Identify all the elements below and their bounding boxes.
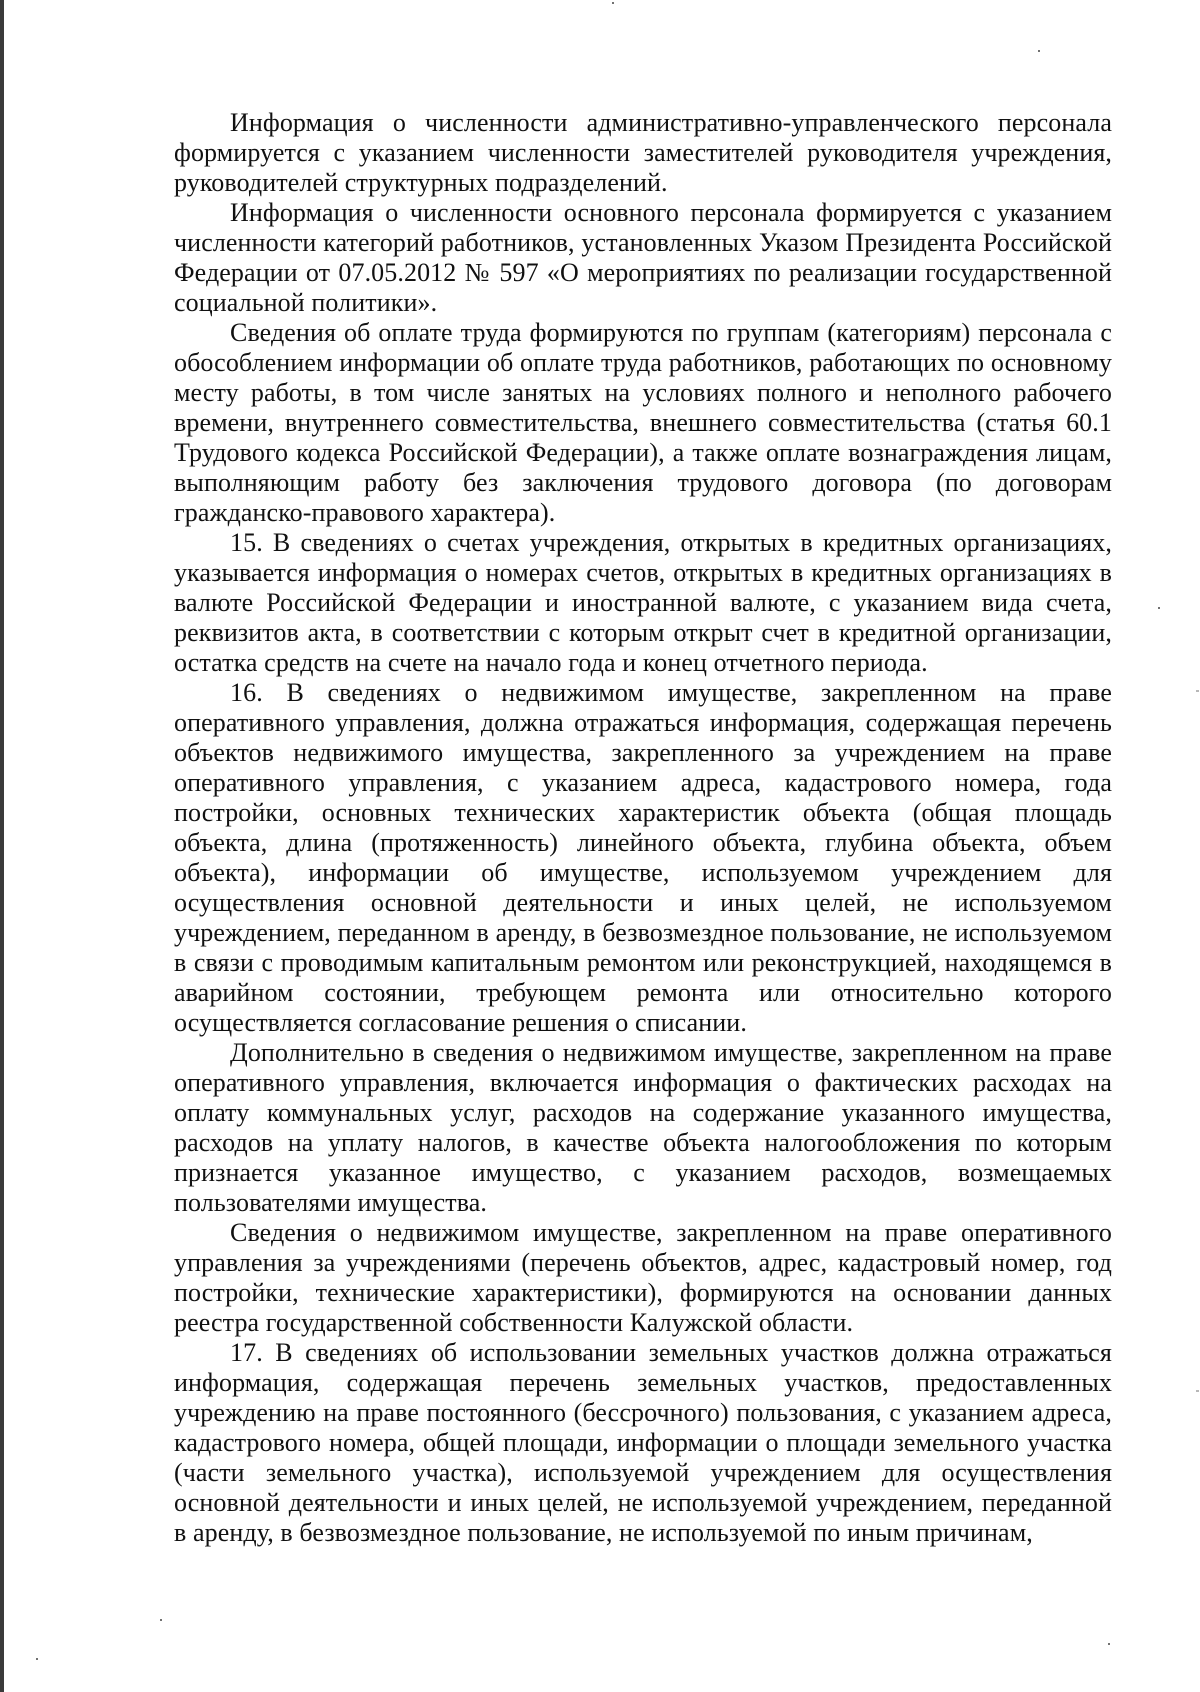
scan-edge-right xyxy=(1196,0,1199,1692)
document-body xyxy=(174,108,1112,1548)
paragraph-payroll: Сведения об оплате труда формируются по группам (категориям) персонала с обособлением информации об оплате труда работников, работающих по основному месту работы, в том числе занятых на условиях полного и неполного рабочего времени, внутреннего совместительства, внешнего совместительства (статья 60.1 Трудового кодекса Российской Федерации), а также оплате вознаграждения лицам, выполняющим работу без заключения трудового договора (по договорам гражданско-правового характера). xyxy=(174,318,1112,527)
scan-speck xyxy=(612,2,614,4)
paragraph-admin-staff: Информация о численности административно-управленческого персонала формируется с указанием численности заместителей руководителя учреждения, руководителей структурных подразделений. xyxy=(174,108,1112,197)
paragraph-section-16: 16. В сведениях о недвижимом имуществе, закрепленном на праве оперативного управления, должна отражаться информация, содержащая перечень объектов недвижимого имущества, закрепленного за учреждением на праве оперативного управления, с указанием адреса, кадастрового номера, года постройки, основных технических характеристик объекта (общая площадь объекта, длина (протяженность) линейного объекта, глубина объекта, объем объекта), информации об имуществе, используемом учреждением для осуществления основной деятельности и иных целей, не используемом учреждением, переданном в аренду, в безвозмездное пользование, не используемом в связи с проводимым капитальным ремонтом или реконструкцией, находящемся в аварийном состоянии, требующем ремонта или относительно которого осуществляется согласование решения о списании. xyxy=(174,678,1112,1037)
scan-speck xyxy=(1108,1643,1110,1645)
paragraph-additional-expenses: Дополнительно в сведения о недвижимом имуществе, закрепленном на праве оперативного управления, включается информация о фактических расходах на оплату коммунальных услуг, расходов на содержание указанного имущества, расходов на уплату налогов, в качестве объекта налогообложения по которым признается указанное имущество, с указанием расходов, возмещаемых пользователями имущества. xyxy=(174,1038,1112,1217)
paragraph-section-15: 15. В сведениях о счетах учреждения, открытых в кредитных организациях, указывается информация о номерах счетов, открытых в кредитных организациях в валюте Российской Федерации и иностранной валюте, с указанием вида счета, реквизитов акта, в соответствии с которым открыт счет в кредитной организации, остатка средств на счете на начало года и конец отчетного периода. xyxy=(174,528,1112,677)
scan-speck xyxy=(160,1619,162,1621)
scan-edge xyxy=(0,0,4,1692)
scan-speck xyxy=(36,1658,38,1660)
scan-speck xyxy=(1038,50,1040,52)
scan-speck xyxy=(1158,607,1160,609)
paragraph-property-registry: Сведения о недвижимом имуществе, закрепленном на праве оперативного управления за учреждениями (перечень объектов, адрес, кадастровый номер, год постройки, технические характеристики), формируются на основании данных реестра государственной собственности Калужской области. xyxy=(174,1218,1112,1337)
paragraph-main-staff: Информация о численности основного персонала формируется с указанием численности категорий работников, установленных Указом Президента Российской Федерации от 07.05.2012 № 597 «О мероприятиях по реализации государственной социальной политики». xyxy=(174,198,1112,317)
paragraph-section-17: 17. В сведениях об использовании земельных участков должна отражаться информация, содержащая перечень земельных участков, предоставленных учреждению на праве постоянного (бессрочного) пользования, с указанием адреса, кадастрового номера, общей площади, информации о площади земельного участка (части земельного участка), используемой учреждением для осуществления основной деятельности и иных целей, не используемой учреждением, переданной в аренду, в безвозмездное пользование, не используемой по иным причинам, xyxy=(174,1338,1112,1547)
